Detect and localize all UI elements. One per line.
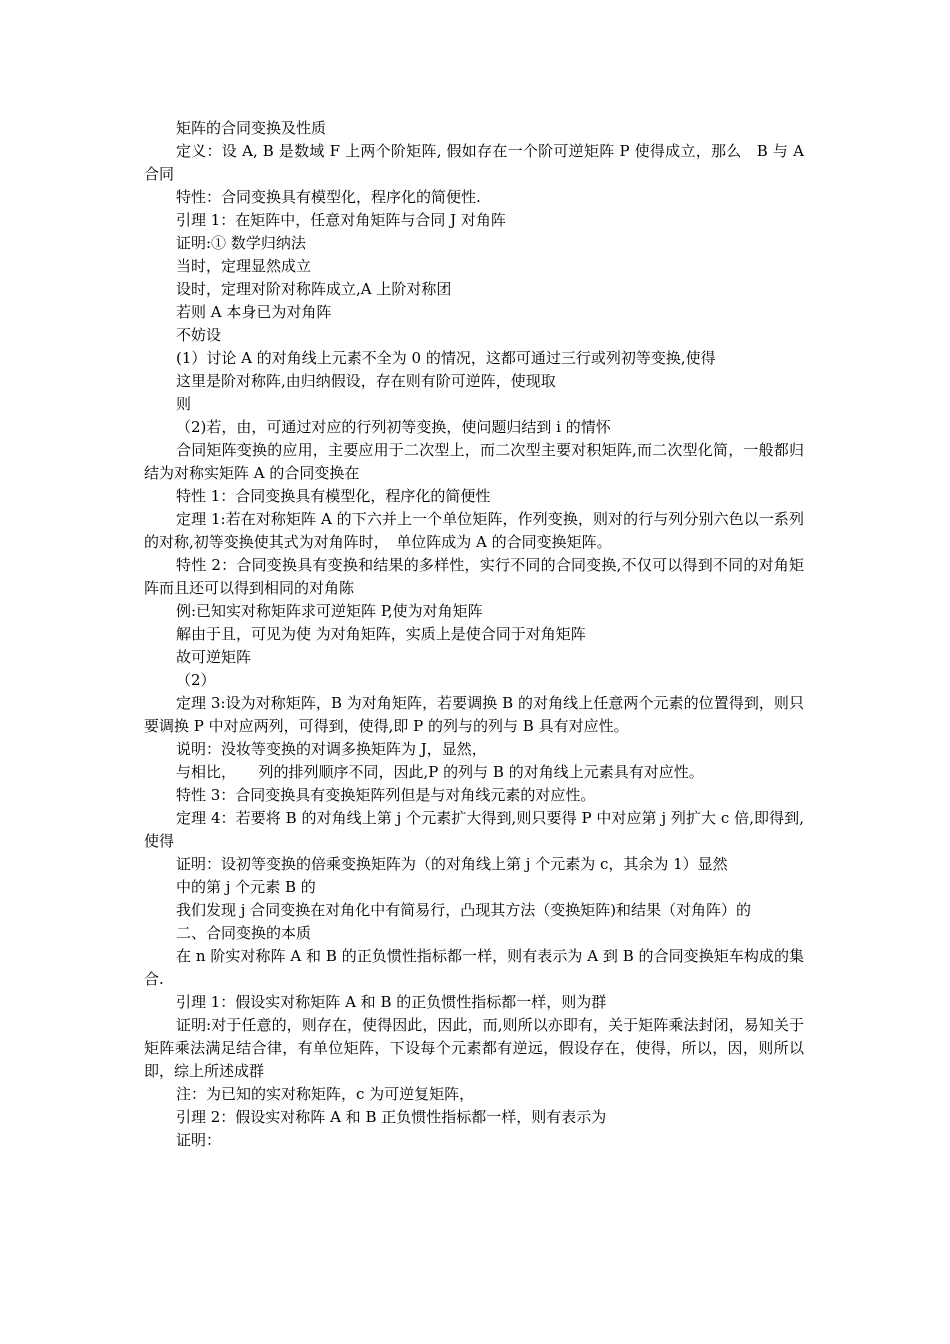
proof-paragraph: 证明:① 数学归纳法	[176, 234, 306, 252]
section-heading: 二、合同变换的本质	[176, 924, 312, 942]
text-paragraph: 在 n 阶实对称阵 A 和 B 的正负惯性指标都一样，则有表示为 A 到 B 的合同变换矩车构成的集合.	[144, 947, 804, 988]
property-paragraph: 特性：合同变换具有模型化，程序化的简便性.	[176, 188, 481, 206]
text-paragraph: 特性 1：合同变换具有模型化，程序化的简便性	[176, 487, 491, 505]
text-paragraph: 合同矩阵变换的应用，主要应用于二次型上，而二次型主要对积矩阵,而二次型化简，一般都归结为对称实矩阵 A 的合同变换在	[144, 441, 804, 482]
text-paragraph: 这里是阶对称阵,由归纳假设，存在则有阶可逆阵，使现取	[176, 372, 556, 390]
document-body	[144, 117, 804, 1152]
text-paragraph: 当时，定理显然成立	[176, 257, 312, 275]
theorem-3-paragraph: 定理 3:设为对称矩阵，B 为对角矩阵，若要调换 B 的对角线上任意两个元素的位置得到，则只要调换 P 中对应两列，可得到，使得,即 P 的列与的列与 B 具有对应性。	[144, 694, 804, 735]
text-paragraph: （2)若，由，可通过对应的行列初等变换，使问题归结到 i 的情怀	[176, 418, 611, 436]
text-paragraph: 证明：设初等变换的倍乘变换矩阵为（的对角线上第 j 个元素为 c，其余为 1）显然	[176, 855, 728, 873]
text-paragraph: 我们发现 j 合同变换在对角化中有简易行，凸现其方法（变换矩阵)和结果（对角阵）的	[176, 901, 752, 919]
text-paragraph: 中的第 j 个元素 B 的	[176, 878, 316, 896]
example-paragraph: 例:已知实对称矩阵求可逆矩阵 P,使为对角矩阵	[176, 602, 483, 620]
text-paragraph: 不妨设	[176, 326, 222, 344]
text-paragraph: 证明：	[176, 1131, 222, 1149]
text-paragraph: 特性 3：合同变换具有变换矩阵列但是与对角线元素的对应性。	[176, 786, 596, 804]
theorem-1-paragraph: 定理 1:若在对称矩阵 A 的下六并上一个单位矩阵，作列变换，则对的行与列分别六色以一系列的对称,初等变换使其式为对角阵时， 单位阵成为 A 的合同变换矩阵。	[144, 510, 804, 551]
doc-title: 矩阵的合同变换及性质	[176, 119, 327, 137]
text-paragraph: 若则 A 本身已为对角阵	[176, 303, 332, 321]
lemma-2-paragraph: 引理 2：假设实对称阵 A 和 B 正负惯性指标都一样，则有表示为	[176, 1108, 607, 1126]
text-paragraph: 证明:对于任意的，则存在，使得因此，因此，而,则所以亦即有，关于矩阵乘法封闭，易知关于矩阵乘法满足结合律，有单位矩阵，下设每个元素都有逆远，假设存在，使得，所以，因，则所以即，综上所述成群	[144, 1016, 804, 1080]
lemma-1-paragraph: 引理 1：在矩阵中，任意对角矩阵与合同 J 对角阵	[176, 211, 506, 229]
definition-paragraph: 定义：设 A, B 是数域 F 上两个阶矩阵, 假如存在一个阶可逆矩阵 P 使得成立，那么 B 与 A 合同	[144, 142, 804, 183]
text-paragraph: 则	[176, 395, 192, 413]
theorem-4-paragraph: 定理 4：若要将 B 的对角线上第 j 个元素扩大得到,则只要得 P 中对应第 j 列扩大 c 倍,即得到,使得	[144, 809, 804, 850]
text-paragraph: 故可逆矩阵	[176, 648, 252, 666]
text-paragraph: 解由于且，可见为使 为对角矩阵，实质上是使合同于对角矩阵	[176, 625, 586, 643]
text-paragraph: (1）讨论 A 的对角线上元素不全为 0 的情况，这都可通过三行或列初等变换,使得	[176, 349, 716, 367]
note-paragraph: 注：为已知的实对称矩阵，c 为可逆复矩阵，	[176, 1085, 475, 1103]
text-paragraph: 说明：没妆等变换的对调多换矩阵为 J，显然，	[176, 740, 487, 758]
text-paragraph: 与相比， 列的排列顺序不同，因此,P 的列与 B 的对角线上元素具有对应性。	[176, 763, 704, 781]
text-paragraph: 设时，定理对阶对称阵成立,A 上阶对称团	[176, 280, 452, 298]
lemma-1b-paragraph: 引理 1：假设实对称矩阵 A 和 B 的正负惯性指标都一样，则为群	[176, 993, 607, 1011]
text-paragraph: （2）	[176, 671, 216, 689]
text-paragraph: 特性 2：合同变换具有变换和结果的多样性，实行不同的合同变换,不仅可以得到不同的对角矩阵而且还可以得到相同的对角陈	[144, 556, 804, 597]
